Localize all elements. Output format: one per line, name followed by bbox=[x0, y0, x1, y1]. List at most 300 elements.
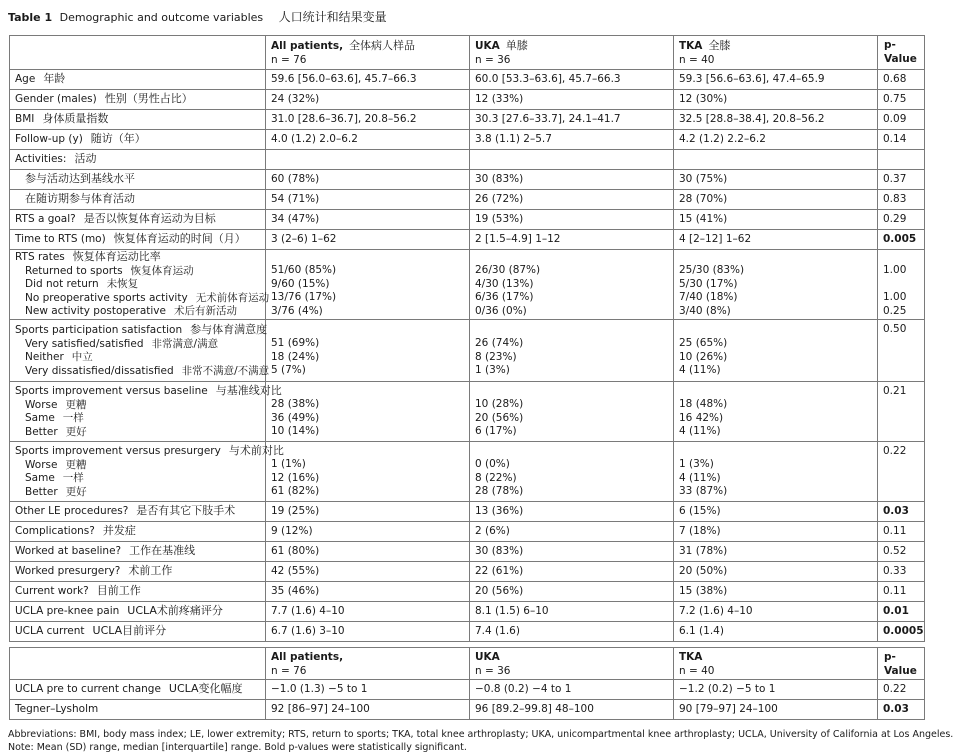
cell-value: 8 (23%) bbox=[475, 350, 517, 363]
p-value: 0.0005 bbox=[883, 624, 924, 637]
column-header-name bbox=[679, 39, 877, 54]
table-row bbox=[10, 230, 925, 250]
group-sub-label bbox=[15, 412, 265, 426]
cell-value: 1 (1%) bbox=[271, 458, 306, 470]
sub-label-zh: 更糟 bbox=[65, 458, 87, 471]
sub-label-text: Same bbox=[25, 472, 55, 484]
row-label: Activities: bbox=[15, 153, 67, 166]
cell-value: 12 (30%) bbox=[679, 92, 728, 105]
row-label-cell bbox=[10, 680, 266, 700]
cell-value: 9/60 (15%) bbox=[271, 277, 330, 290]
column-header-n: n = 36 bbox=[475, 664, 511, 677]
column-header bbox=[266, 36, 470, 70]
cell-value: 42 (55%) bbox=[271, 564, 320, 577]
cell-tka bbox=[674, 110, 878, 130]
cell-p-value bbox=[878, 602, 925, 622]
column-header-name bbox=[475, 651, 673, 665]
cell-value: 30 (75%) bbox=[679, 172, 728, 185]
table-title bbox=[8, 8, 387, 25]
column-header-name bbox=[884, 39, 924, 66]
cell-value: 15 (41%) bbox=[679, 212, 728, 225]
cell-value: 4/30 (13%) bbox=[475, 277, 534, 290]
sub-label-text: Returned to sports bbox=[25, 264, 123, 277]
cell-all bbox=[266, 502, 470, 522]
group-cell-uka bbox=[470, 382, 674, 442]
group-label bbox=[15, 384, 282, 399]
sub-label-text: Worse bbox=[25, 458, 58, 471]
p-value: 0.14 bbox=[883, 132, 907, 145]
cell-p-value bbox=[878, 542, 925, 562]
cell-value: 19 (25%) bbox=[271, 504, 320, 517]
row-label-cell bbox=[10, 230, 266, 250]
cell-uka bbox=[470, 210, 674, 230]
row-label-cell bbox=[10, 90, 266, 110]
sub-label-zh: 恢复体育运动 bbox=[130, 264, 194, 277]
cell-value: 32.5 [28.8–38.4], 20.8–56.2 bbox=[679, 112, 825, 125]
cell-tka bbox=[674, 230, 878, 250]
cell-p-value bbox=[878, 70, 925, 90]
group-cell-tka bbox=[674, 382, 878, 442]
group-label bbox=[15, 250, 265, 265]
footnote-note: Note: Mean (SD) range, median [interquartile] range. Bold p-values were statistically significant. bbox=[8, 742, 467, 753]
cell-uka bbox=[470, 700, 674, 720]
sub-label-text: Neither bbox=[25, 351, 64, 363]
group-cell-p bbox=[878, 442, 925, 502]
cell-value: 4 (11%) bbox=[679, 425, 721, 437]
cell-uka bbox=[470, 582, 674, 602]
cell-value: 4 (11%) bbox=[679, 364, 721, 376]
group-row bbox=[10, 320, 925, 382]
row-label-cell bbox=[10, 150, 266, 170]
table-row bbox=[10, 502, 925, 522]
cell-tka bbox=[674, 622, 878, 642]
cell-value: 25 (65%) bbox=[679, 337, 728, 349]
row-label: Tegner–Lysholm bbox=[15, 702, 99, 715]
group-label-text: Sports improvement versus presurgery bbox=[15, 445, 221, 457]
cell-value: 12 (33%) bbox=[475, 92, 524, 105]
cell-value: 20 (56%) bbox=[475, 411, 524, 424]
p-value: 0.75 bbox=[883, 92, 907, 105]
table-header-row bbox=[10, 36, 925, 70]
group-row bbox=[10, 250, 925, 320]
sub-label-text: Worse bbox=[25, 398, 58, 411]
group-label bbox=[15, 323, 268, 338]
cell-value: 60 (78%) bbox=[271, 172, 320, 185]
cell-tka bbox=[674, 602, 878, 622]
row-label: UCLA pre-knee pain bbox=[15, 605, 120, 618]
spacer bbox=[271, 385, 469, 399]
table-label: Table 1 bbox=[8, 11, 53, 24]
group-cell-p bbox=[878, 320, 925, 382]
cell-value: 7/40 (18%) bbox=[679, 291, 738, 304]
row-label-zh: 目前工作 bbox=[96, 584, 141, 598]
cell-value: 15 (38%) bbox=[679, 584, 728, 597]
cell-value: 26 (74%) bbox=[475, 337, 524, 349]
row-label: RTS a goal? bbox=[15, 213, 76, 226]
cell-value: 24 (32%) bbox=[271, 92, 320, 105]
row-label: Current work? bbox=[15, 585, 89, 598]
spacer bbox=[475, 445, 673, 459]
table-row bbox=[10, 130, 925, 150]
group-cell-uka bbox=[470, 320, 674, 382]
column-header-zh: 全体病人样品 bbox=[349, 39, 416, 52]
group-sub-label bbox=[15, 459, 265, 473]
cell-value: 59.3 [56.6–63.6], 47.4–65.9 bbox=[679, 72, 825, 85]
column-header-name bbox=[679, 651, 877, 665]
cell-value: 5 (7%) bbox=[271, 364, 306, 376]
cell-all bbox=[266, 190, 470, 210]
column-header bbox=[674, 648, 878, 680]
cell-uka bbox=[470, 150, 674, 170]
sub-label-zh: 未恢复 bbox=[106, 278, 139, 291]
cell-value: 0 (0%) bbox=[475, 458, 510, 470]
p-value: 0.005 bbox=[883, 232, 917, 245]
spacer bbox=[679, 445, 877, 459]
cell-value: 60.0 [53.3–63.6], 45.7–66.3 bbox=[475, 72, 621, 85]
group-sub-label bbox=[15, 291, 270, 306]
row-label-zh: UCLA变化幅度 bbox=[168, 682, 243, 696]
cell-tka bbox=[674, 522, 878, 542]
cell-value: 10 (26%) bbox=[679, 350, 728, 363]
row-label-zh: 年龄 bbox=[43, 72, 66, 86]
row-label: Gender (males) bbox=[15, 93, 97, 106]
cell-value: 28 (38%) bbox=[271, 398, 320, 410]
group-sub-label bbox=[15, 364, 270, 379]
cell-tka bbox=[674, 150, 878, 170]
cell-value: 4.2 (1.2) 2.2–6.2 bbox=[679, 132, 766, 145]
p-value: 0.50 bbox=[883, 323, 907, 335]
cell-value: 31.0 [28.6–36.7], 20.8–56.2 bbox=[271, 112, 417, 125]
cell-all bbox=[266, 542, 470, 562]
p-value: 0.21 bbox=[883, 385, 907, 397]
cell-tka bbox=[674, 170, 878, 190]
row-label-zh: 工作在基准线 bbox=[129, 544, 196, 558]
group-label-cell bbox=[10, 442, 284, 502]
cell-value: 22 (61%) bbox=[475, 564, 524, 577]
row-label-cell bbox=[10, 190, 266, 210]
column-header-zh: 全膝 bbox=[708, 39, 731, 52]
cell-all bbox=[266, 582, 470, 602]
column-header-name bbox=[271, 651, 469, 665]
cell-value: 28 (70%) bbox=[679, 192, 728, 205]
table-row bbox=[10, 562, 925, 582]
cell-tka bbox=[674, 130, 878, 150]
sub-label-text: Did not return bbox=[25, 278, 99, 291]
sub-label-zh: 无术前体育运动 bbox=[195, 291, 270, 304]
spacer bbox=[271, 251, 469, 265]
group-sub-label bbox=[15, 305, 265, 319]
group-label-cell bbox=[10, 382, 282, 442]
cell-uka bbox=[470, 622, 674, 642]
column-header bbox=[10, 36, 266, 70]
cell-all bbox=[266, 170, 470, 190]
cell-value: 7.4 (1.6) bbox=[475, 624, 520, 637]
cell-all bbox=[266, 680, 470, 700]
cell-all bbox=[266, 90, 470, 110]
table-row bbox=[10, 110, 925, 130]
cell-p-value bbox=[878, 562, 925, 582]
cell-value: 7.2 (1.6) 4–10 bbox=[679, 604, 753, 617]
cell-value: 30 (83%) bbox=[475, 544, 524, 557]
cell-value: 3/40 (8%) bbox=[679, 304, 731, 317]
cell-value: 20 (50%) bbox=[679, 564, 728, 577]
group-sub-label bbox=[15, 265, 265, 279]
cell-uka bbox=[470, 542, 674, 562]
group-cell-uka bbox=[470, 250, 674, 320]
cell-p-value bbox=[878, 190, 925, 210]
cell-p-value bbox=[878, 90, 925, 110]
row-label-zh: 是否有其它下肢手术 bbox=[136, 504, 236, 518]
table-row bbox=[10, 582, 925, 602]
cell-tka bbox=[674, 562, 878, 582]
cell-p-value bbox=[878, 170, 925, 190]
column-header-zh: 单膝 bbox=[505, 39, 528, 52]
row-label-zh: 随访（年） bbox=[90, 132, 146, 146]
sub-label-text: Same bbox=[25, 412, 55, 424]
row-label-cell bbox=[10, 210, 266, 230]
cell-value: 30.3 [27.6–33.7], 24.1–41.7 bbox=[475, 112, 621, 125]
sub-label-zh: 更糟 bbox=[65, 398, 87, 411]
cell-value: 28 (78%) bbox=[475, 485, 524, 497]
cell-uka bbox=[470, 190, 674, 210]
row-label-cell bbox=[10, 522, 266, 542]
column-header-n: n = 40 bbox=[679, 664, 715, 677]
group-cell-tka bbox=[674, 442, 878, 502]
cell-all bbox=[266, 150, 470, 170]
group-label-zh: 参与体育满意度 bbox=[190, 323, 268, 336]
spacer bbox=[883, 251, 924, 265]
cell-value: 51/60 (85%) bbox=[271, 264, 337, 277]
column-header-name bbox=[475, 39, 673, 54]
cell-tka bbox=[674, 700, 878, 720]
cell-tka bbox=[674, 680, 878, 700]
column-header-text: p-Value bbox=[884, 39, 917, 65]
row-label: UCLA current bbox=[15, 625, 85, 638]
cell-value: 1 (3%) bbox=[679, 458, 714, 470]
cell-value: 16 42%) bbox=[679, 411, 724, 424]
row-label: Follow-up (y) bbox=[15, 133, 83, 146]
cell-p-value bbox=[878, 700, 925, 720]
cell-value: 35 (46%) bbox=[271, 584, 320, 597]
cell-value: 5/30 (17%) bbox=[679, 277, 738, 290]
column-header bbox=[10, 648, 266, 680]
group-cell-uka bbox=[470, 442, 674, 502]
cell-all bbox=[266, 110, 470, 130]
row-label: Time to RTS (mo) bbox=[15, 233, 106, 246]
p-value: 0.03 bbox=[883, 504, 909, 517]
cell-value: 6 (17%) bbox=[475, 425, 517, 437]
sub-label-zh: 中立 bbox=[71, 351, 93, 363]
row-label-cell bbox=[10, 582, 266, 602]
cell-value: 25/30 (83%) bbox=[679, 264, 745, 277]
p-value bbox=[883, 278, 924, 292]
cell-uka bbox=[470, 502, 674, 522]
cell-uka bbox=[470, 562, 674, 582]
column-header-n: n = 76 bbox=[271, 664, 307, 677]
cell-all bbox=[266, 622, 470, 642]
cell-value: −1.2 (0.2) −5 to 1 bbox=[679, 682, 776, 695]
group-label-zh: 与术前对比 bbox=[228, 444, 284, 457]
cell-value: 36 (49%) bbox=[271, 411, 320, 424]
group-label-cell bbox=[10, 320, 270, 382]
row-label: UCLA pre to current change bbox=[15, 683, 161, 696]
cell-value: 31 (78%) bbox=[679, 544, 728, 557]
cell-value: 90 [79–97] 24–100 bbox=[679, 702, 778, 715]
p-value: 0.22 bbox=[883, 445, 907, 457]
column-header-n: n = 40 bbox=[679, 53, 715, 66]
spacer bbox=[475, 251, 673, 265]
cell-p-value bbox=[878, 582, 925, 602]
cell-value: 7 (18%) bbox=[679, 524, 721, 537]
sub-label-text: New activity postoperative bbox=[25, 305, 166, 318]
column-header bbox=[266, 648, 470, 680]
cell-value: 6.7 (1.6) 3–10 bbox=[271, 624, 345, 637]
table-row bbox=[10, 542, 925, 562]
cell-p-value bbox=[878, 502, 925, 522]
p-value: 0.22 bbox=[883, 682, 907, 695]
row-label: Complications? bbox=[15, 525, 95, 538]
table-row bbox=[10, 602, 925, 622]
row-label-cell bbox=[10, 622, 266, 642]
cell-value: 20 (56%) bbox=[475, 584, 524, 597]
cell-tka bbox=[674, 190, 878, 210]
cell-value: 3.8 (1.1) 2–5.7 bbox=[475, 132, 552, 145]
p-value: 1.00 bbox=[883, 264, 907, 277]
cell-value: 6/36 (17%) bbox=[475, 291, 534, 304]
row-label-zh: 参与活动达到基线水平 bbox=[25, 172, 135, 186]
sub-label-zh: 非常满意/满意 bbox=[151, 337, 219, 350]
cell-all bbox=[266, 602, 470, 622]
p-value: 0.11 bbox=[883, 524, 907, 537]
cell-value: 34 (47%) bbox=[271, 212, 320, 225]
sub-label-zh: 更好 bbox=[65, 425, 87, 438]
cell-value: 26 (72%) bbox=[475, 192, 524, 205]
table-row bbox=[10, 522, 925, 542]
cell-value: 18 (48%) bbox=[679, 398, 728, 410]
footnote-abbreviations: Abbreviations: BMI, body mass index; LE, lower extremity; RTS, return to sports; TKA, total knee arthroplasty; UKA, unicompartmental knee arthroplasty; UCLA, University of California at Los Angeles. bbox=[8, 729, 953, 740]
row-label-zh: 活动 bbox=[74, 152, 97, 166]
cell-tka bbox=[674, 502, 878, 522]
cell-tka bbox=[674, 90, 878, 110]
sub-label-text: Better bbox=[25, 425, 58, 438]
sub-label-zh: 术后有新活动 bbox=[173, 305, 237, 318]
cell-tka bbox=[674, 542, 878, 562]
cell-all bbox=[266, 230, 470, 250]
p-value: 0.52 bbox=[883, 544, 907, 557]
cell-value: 7.7 (1.6) 4–10 bbox=[271, 604, 345, 617]
cell-value: 4 [2–12] 1–62 bbox=[679, 232, 752, 245]
group-label-cell bbox=[10, 250, 270, 320]
table-row bbox=[10, 150, 925, 170]
group-cell-tka bbox=[674, 320, 878, 382]
table-caption-zh: 人口统计和结果变量 bbox=[278, 10, 387, 24]
group-sub-label bbox=[15, 278, 265, 292]
row-label-cell bbox=[10, 110, 266, 130]
row-label-zh: 身体质量指数 bbox=[42, 112, 109, 126]
cell-value: 6 (15%) bbox=[679, 504, 721, 517]
cell-value: 59.6 [56.0–63.6], 45.7–66.3 bbox=[271, 72, 417, 85]
cell-value: 19 (53%) bbox=[475, 212, 524, 225]
row-label: Other LE procedures? bbox=[15, 505, 129, 518]
cell-all bbox=[266, 130, 470, 150]
group-cell-p bbox=[878, 250, 925, 320]
p-value: 0.03 bbox=[883, 702, 909, 715]
column-header-name bbox=[271, 39, 469, 54]
p-value: 0.37 bbox=[883, 172, 907, 185]
row-label-zh: 并发症 bbox=[102, 524, 136, 538]
sub-label-text: Better bbox=[25, 485, 58, 498]
row-label-cell bbox=[10, 542, 266, 562]
row-label-zh: 是否以恢复体育运动为目标 bbox=[83, 212, 216, 226]
cell-p-value bbox=[878, 622, 925, 642]
column-header-text: TKA bbox=[679, 40, 703, 52]
spacer bbox=[679, 385, 877, 399]
cell-uka bbox=[470, 602, 674, 622]
cell-uka bbox=[470, 130, 674, 150]
p-value: 0.25 bbox=[883, 304, 907, 317]
row-label-zh: 在随访期参与体育活动 bbox=[25, 192, 135, 206]
cell-value: 9 (12%) bbox=[271, 524, 313, 537]
row-label: Worked at baseline? bbox=[15, 545, 122, 558]
cell-uka bbox=[470, 90, 674, 110]
table-row bbox=[10, 190, 925, 210]
column-header bbox=[470, 36, 674, 70]
column-header-text: All patients, bbox=[271, 40, 344, 52]
row-label-cell bbox=[10, 602, 266, 622]
cell-value: 1 (3%) bbox=[475, 364, 510, 376]
table-row bbox=[10, 210, 925, 230]
group-sub-label bbox=[15, 338, 265, 352]
cell-value: 3/76 (4%) bbox=[271, 304, 323, 317]
cell-value: 18 (24%) bbox=[271, 350, 320, 363]
cell-value: 13/76 (17%) bbox=[271, 291, 337, 304]
row-label-zh: UCLA目前评分 bbox=[92, 624, 167, 638]
group-cell-all bbox=[266, 442, 470, 502]
column-header-n: n = 36 bbox=[475, 53, 511, 66]
group-label-text: Sports improvement versus baseline bbox=[15, 385, 208, 397]
table-caption: Demographic and outcome variables bbox=[59, 11, 264, 24]
p-value: 1.00 bbox=[883, 291, 907, 304]
cell-value: 92 [86–97] 24–100 bbox=[271, 702, 370, 715]
cell-all bbox=[266, 700, 470, 720]
row-label-zh: 性别（男性占比） bbox=[104, 92, 193, 106]
group-cell-all bbox=[266, 250, 470, 320]
row-label-cell bbox=[10, 700, 266, 720]
row-label: Worked presurgery? bbox=[15, 565, 121, 578]
cell-uka bbox=[470, 70, 674, 90]
group-sub-label bbox=[15, 472, 265, 486]
row-label-cell bbox=[10, 130, 266, 150]
group-row bbox=[10, 442, 925, 502]
p-value: 0.01 bbox=[883, 604, 909, 617]
cell-uka bbox=[470, 230, 674, 250]
column-header bbox=[674, 36, 878, 70]
group-label-text: Sports participation satisfaction bbox=[15, 324, 183, 336]
cell-p-value bbox=[878, 130, 925, 150]
sub-label-text: Very dissatisfied/dissatisfied bbox=[25, 364, 174, 377]
spacer bbox=[271, 445, 469, 459]
group-sub-label bbox=[15, 486, 265, 500]
summary-table bbox=[9, 647, 925, 720]
cell-value: 4.0 (1.2) 2.0–6.2 bbox=[271, 132, 358, 145]
spacer bbox=[271, 324, 469, 338]
sub-label-text: No preoperative sports activity bbox=[25, 291, 188, 304]
cell-tka bbox=[674, 582, 878, 602]
p-value: 0.68 bbox=[883, 72, 907, 85]
cell-all bbox=[266, 562, 470, 582]
column-header-text: All patients, bbox=[271, 651, 344, 663]
cell-tka bbox=[674, 210, 878, 230]
